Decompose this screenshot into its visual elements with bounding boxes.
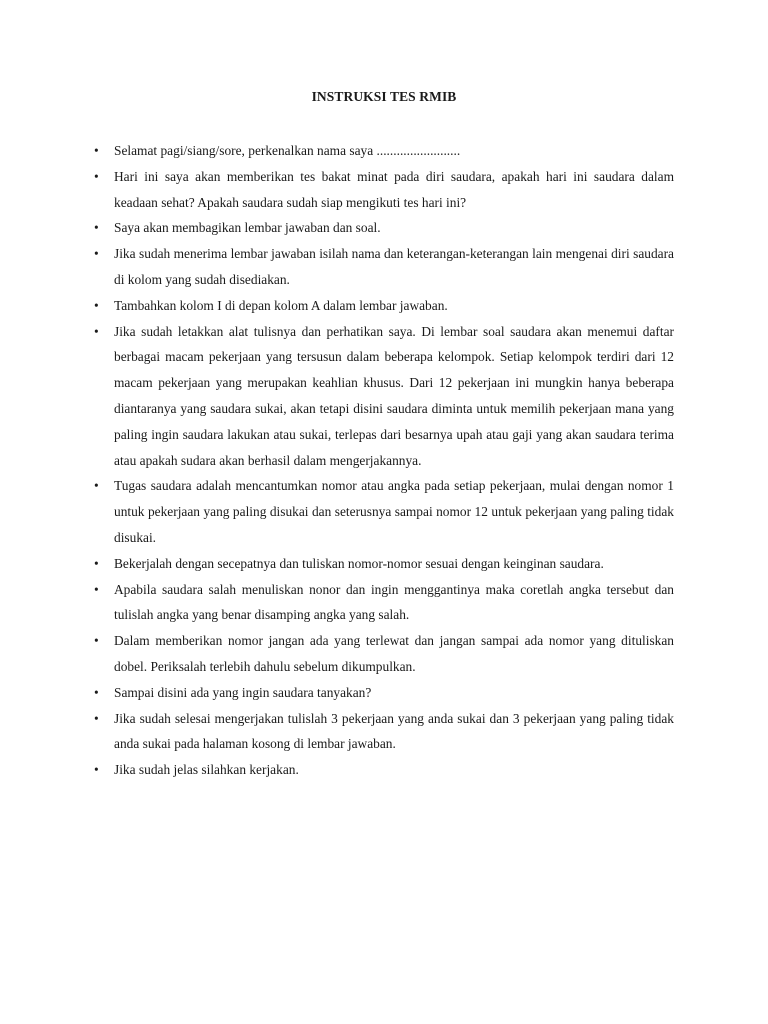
list-item (94, 164, 674, 216)
list-item (94, 757, 674, 783)
list-item (94, 628, 674, 680)
list-item-text: Dalam memberikan nomor jangan ada yang terlewat dan jangan sampai ada nomor yang dituliskan dobel. Periksalah terlebih dahulu sebelum dikumpulkan. (114, 633, 674, 674)
list-item-text: Tugas saudara adalah mencantumkan nomor atau angka pada setiap pekerjaan, mulai dengan nomor 1 untuk pekerjaan yang paling disukai dan seterusnya sampai nomor 12 untuk pekerjaan yang paling tidak disukai. (114, 478, 674, 545)
bullet-icon: • (94, 478, 99, 494)
list-item (94, 293, 674, 319)
list-item-text: Bekerjalah dengan secepatnya dan tuliskan nomor-nomor sesuai dengan keinginan saudara. (114, 555, 604, 571)
list-item-text: Jika sudah selesai mengerjakan tulislah 3 pekerjaan yang anda sukai dan 3 pekerjaan yang paling tidak anda sukai pada halaman kosong di lembar jawaban. (114, 710, 674, 752)
bullet-icon: • (94, 710, 99, 726)
list-item (94, 706, 674, 758)
bullet-icon: • (94, 168, 99, 184)
bullet-icon: • (94, 246, 99, 262)
list-item-text: Jika sudah letakkan alat tulisnya dan perhatikan saya. Di lembar soal saudara akan menemui daftar berbagai macam pekerjaan yang tersusun dalam beberapa kelompok. Setiap kelompok terdiri dari 12 macam pekerjaan yang merupakan keahlian khusus. Dari 12 pekerjaan ini mungkin hanya beberapa diantaranya yang saudara sukai, akan tetapi disini saudara diminta untuk memilih pekerjaan mana yang paling ingin saudara lakukan atau sukai, terlepas dari besarnya upah atau gaji yang akan saudara terima atau apakah sudara akan berhasil dalam mengerjakannya. (114, 323, 674, 468)
bullet-icon: • (94, 684, 99, 700)
bullet-icon: • (94, 633, 99, 649)
bullet-icon: • (94, 220, 99, 236)
list-item (94, 577, 674, 629)
list-item-text: Saya akan membagikan lembar jawaban dan soal. (114, 220, 381, 236)
bullet-icon: • (94, 762, 99, 778)
bullet-icon: • (94, 555, 99, 571)
instruction-list (94, 138, 674, 783)
list-item (94, 551, 674, 577)
list-item (94, 215, 674, 241)
bullet-icon: • (94, 323, 99, 339)
document-title: INSTRUKSI TES RMIB (311, 89, 457, 104)
list-item (94, 680, 674, 706)
list-item-text: Jika sudah jelas silahkan kerjakan. (114, 762, 299, 778)
list-item-text: Selamat pagi/siang/sore, perkenalkan nama saya ......................... (114, 143, 461, 158)
bullet-icon: • (94, 143, 99, 158)
list-item-text: Tambahkan kolom I di depan kolom A dalam lembar jawaban. (114, 297, 448, 313)
bullet-icon: • (94, 581, 99, 597)
list-item-text: Sampai disini ada yang ingin saudara tanyakan? (114, 684, 372, 700)
list-item (94, 319, 674, 474)
list-item (94, 473, 674, 550)
list-item (94, 138, 674, 164)
list-item (94, 241, 674, 293)
list-item-text: Hari ini saya akan memberikan tes bakat minat pada diri saudara, apakah hari ini saudara dalam keadaan sehat? Apakah saudara sudah siap mengikuti tes hari ini? (114, 168, 674, 210)
list-item-text: Jika sudah menerima lembar jawaban isilah nama dan keterangan-keterangan lain mengenai diri saudara di kolom yang sudah disediakan. (114, 246, 674, 287)
list-item-text: Apabila saudara salah menuliskan nonor dan ingin menggantinya maka coretlah angka tersebut dan tulislah angka yang benar disamping angka yang salah. (114, 581, 674, 623)
bullet-icon: • (94, 297, 99, 313)
